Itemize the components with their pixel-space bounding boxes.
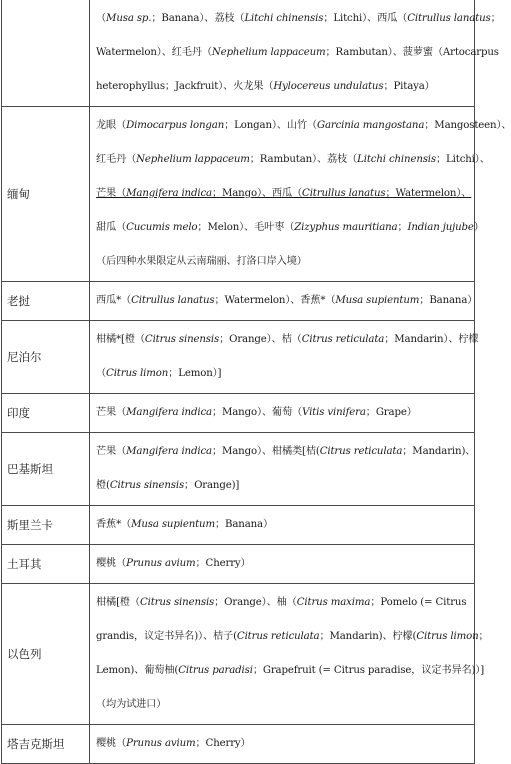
country-cell: 印度	[2, 394, 90, 433]
country-cell: 斯里兰卡	[2, 506, 90, 545]
fruit-line: 芒果（Mangifera indica；Mango）、西瓜（Citrullus lanatus；Watermelon）、	[96, 188, 472, 199]
fruit-list-cell	[90, 545, 475, 584]
fruit-line: （Musa sp.；Banana）、荔枝（Litchi chinensis；Litchi）、西瓜（Citrullus lanatus；	[96, 13, 501, 24]
table-row	[2, 584, 475, 725]
fruit-list-cell	[90, 433, 475, 506]
fruit-line: 西瓜*（Citrullus lanatus；Watermelon）、香蕉*（Musa supientum；Banana）	[96, 295, 478, 306]
fruit-list-cell	[90, 321, 479, 394]
table-row	[2, 545, 475, 584]
fruit-list-cell	[90, 584, 489, 725]
fruit-line: 橙(Citrus sinensis；Orange)]	[96, 480, 240, 491]
table-row	[2, 107, 475, 282]
country-cell: 塔吉克斯坦	[2, 725, 90, 764]
fruit-access-table	[1, 0, 511, 764]
table-row	[2, 282, 475, 321]
fruit-list-cell	[90, 107, 511, 282]
fruit-line: 龙眼（Dimocarpus longan；Longan）、山竹（Garcinia mangostana；Mangosteen）、	[96, 120, 511, 131]
table-row	[2, 433, 475, 506]
fruit-line: 樱桃（Prunus avium；Cherry）	[96, 738, 251, 749]
fruit-list-cell	[90, 282, 478, 321]
fruit-list-cell	[90, 506, 475, 545]
table-row	[2, 725, 475, 764]
fruit-line: Watermelon）、红毛丹（Nephelium lappaceum；Rambutan）、菠萝蜜（Artocarpus	[96, 47, 499, 58]
fruit-line: 香蕉*（Musa supientum；Banana）	[96, 519, 273, 530]
fruit-line: 柑橘[橙（Citrus sinensis；Orange）、柚（Citrus maxima；Pomelo (= Citrus	[96, 597, 467, 608]
fruit-line: 樱桃（Prunus avium；Cherry）	[96, 558, 251, 569]
country-cell	[2, 0, 90, 107]
table-row	[2, 0, 475, 107]
fruit-line: 芒果（Mangifera indica；Mango）、柑橘类[桔(Citrus reticulata；Mandarin)、	[96, 446, 476, 457]
table-row	[2, 506, 475, 545]
table-row	[2, 321, 475, 394]
fruit-line: heterophyllus；Jackfruit）、火龙果（Hylocereus undulatus；Pitaya）	[96, 81, 435, 92]
fruit-line: 芒果（Mangifera indica；Mango）、葡萄（Vitis vinifera；Grape）	[96, 407, 417, 418]
fruit-line: （均为试进口）	[96, 699, 167, 710]
country-cell: 以色列	[2, 584, 90, 725]
fruit-line: Lemon)、葡萄柚(Citrus paradisi；Grapefruit (= Citrus paradise，议定书异名)）]	[96, 665, 485, 676]
country-cell: 缅甸	[2, 107, 90, 282]
fruit-line: 柑橘*[橙（Citrus sinensis；Orange）、桔（Citrus reticulata；Mandarin）、柠檬	[96, 334, 479, 345]
fruit-line: grandis，议定书异名)）、桔子(Citrus reticulata；Mandarin)、柠檬(Citrus limon；	[96, 631, 489, 642]
fruit-line: 甜瓜（Cucumis melo；Melon）、毛叶枣（Zizyphus mauritiana；Indian jujube）	[96, 222, 484, 233]
fruit-list-cell	[90, 394, 475, 433]
country-cell: 尼泊尔	[2, 321, 90, 394]
country-cell: 巴基斯坦	[2, 433, 90, 506]
fruit-line: （Citrus limon；Lemon）]	[96, 368, 222, 379]
fruit-line: （后四种水果限定从云南瑞丽、打洛口岸入境）	[96, 256, 307, 267]
country-cell: 老挝	[2, 282, 90, 321]
fruit-list-cell	[90, 0, 501, 107]
country-cell: 土耳其	[2, 545, 90, 584]
fruit-line: 红毛丹（Nephelium lappaceum；Rambutan）、荔枝（Litchi chinensis；Litchi）、	[96, 154, 490, 165]
table-row	[2, 394, 475, 433]
fruit-list-cell	[90, 725, 475, 764]
